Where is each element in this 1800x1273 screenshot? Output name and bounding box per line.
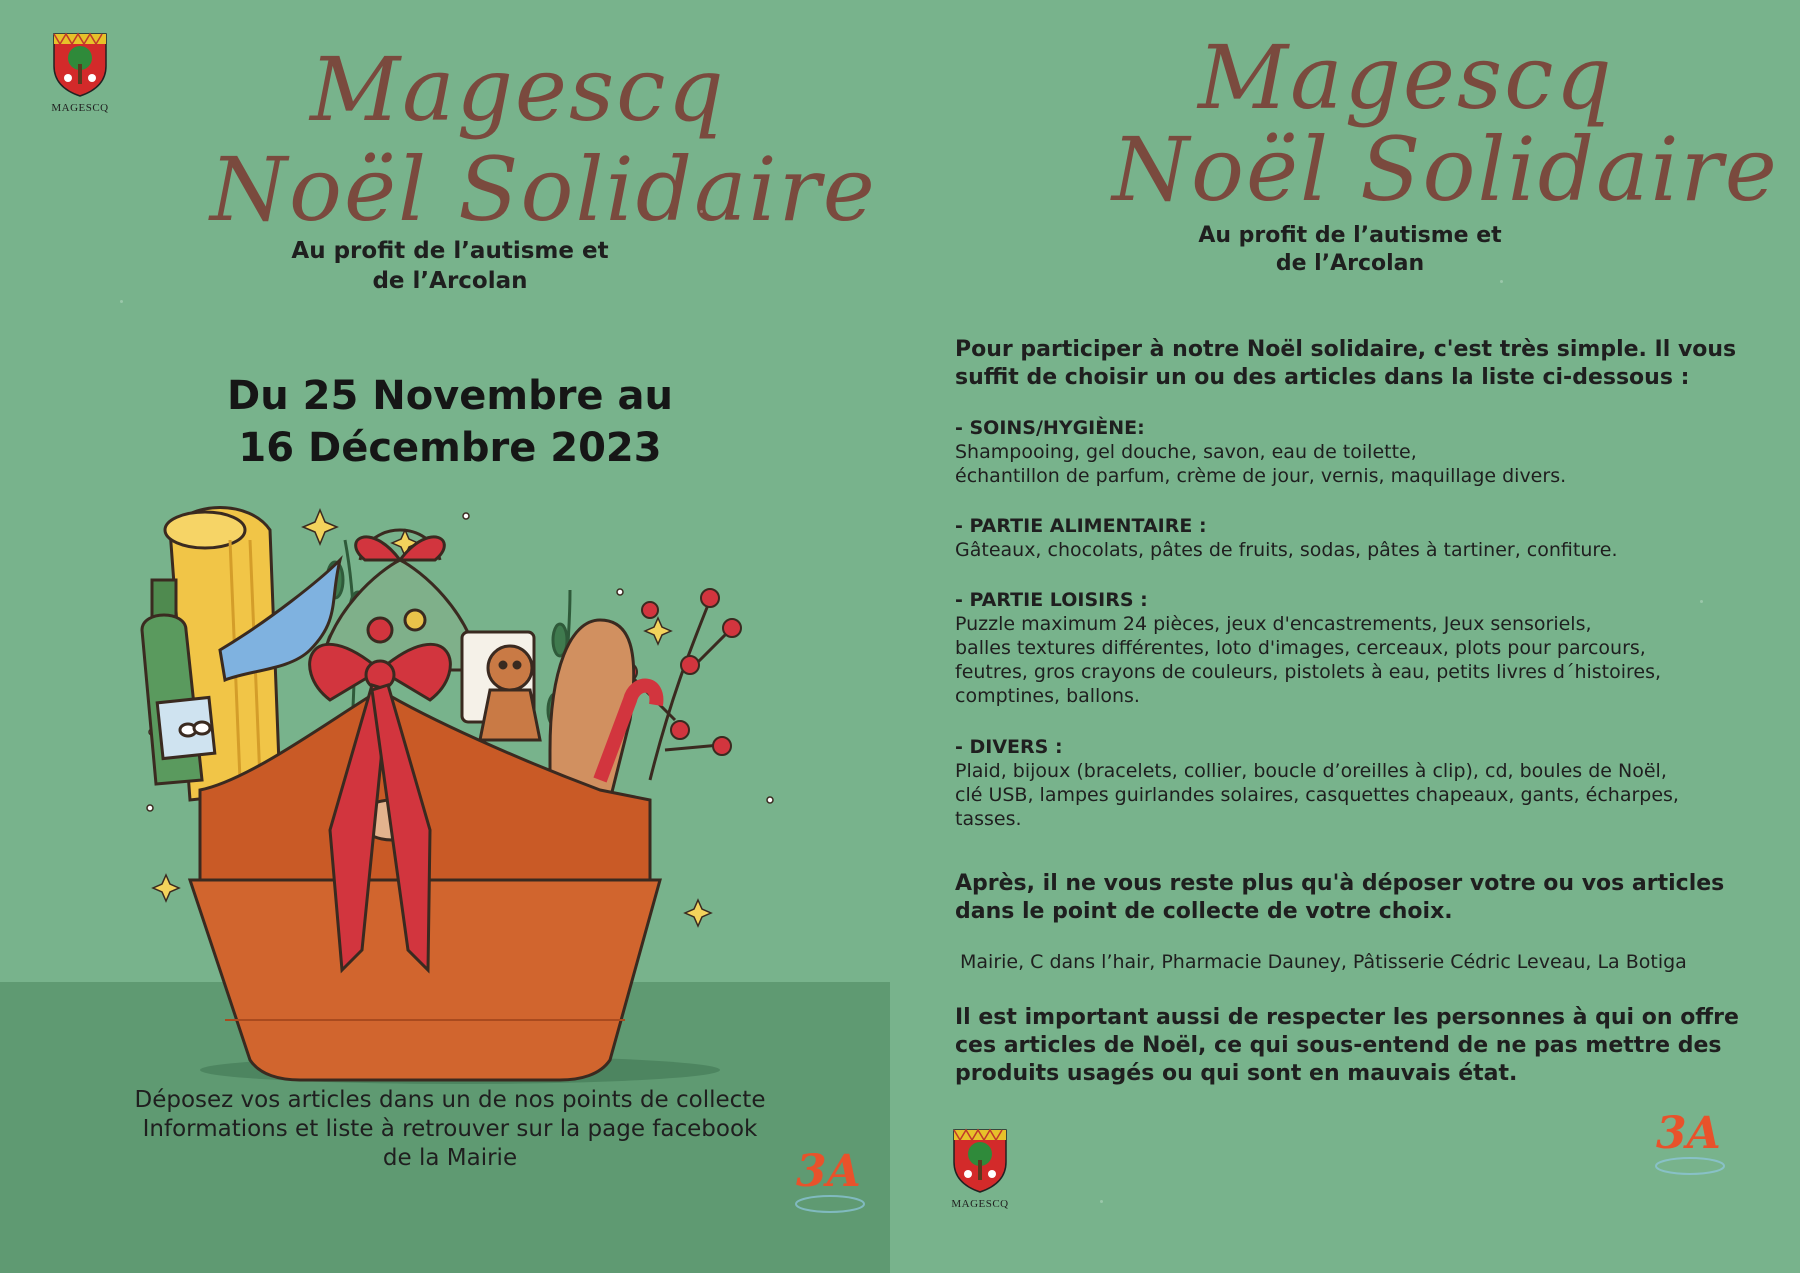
- intro-line-2: suffit de choisir un ou des articles dans la liste ci-dessous :: [955, 365, 1690, 390]
- section-line: échantillon de parfum, crème de jour, vernis, maquillage divers.: [955, 465, 1567, 487]
- important-line-1: Il est important aussi de respecter les personnes à qui on offre: [955, 1005, 1739, 1030]
- logo-3a: [790, 1146, 870, 1220]
- intro-line-1: Pour participer à notre Noël solidaire, c'est très simple. Il vous: [955, 337, 1737, 362]
- dates-line-1: Du 25 Novembre au: [227, 373, 673, 419]
- section-line: tasses.: [955, 808, 1022, 830]
- magescq-crest: [48, 30, 112, 114]
- section-title: - PARTIE ALIMENTAIRE :: [955, 515, 1207, 537]
- section-line: comptines, ballons.: [955, 685, 1140, 707]
- gift-basket-illustration: [130, 500, 810, 1090]
- important-paragraph: [955, 1004, 1775, 1088]
- section-title: - DIVERS :: [955, 736, 1063, 758]
- crest-label: MAGESCQ: [951, 1198, 1009, 1210]
- subtitle-line-1: Au profit de l’autisme et: [291, 238, 609, 264]
- title-noel-solidaire: Noël Solidaire: [210, 138, 877, 241]
- event-dates: [150, 370, 750, 474]
- logo-3a-text: 3A: [1656, 1108, 1721, 1159]
- bottom-info: [70, 1086, 830, 1173]
- section-title: - SOINS/HYGIÈNE:: [955, 417, 1145, 439]
- title-noel-solidaire-right: Noël Solidaire: [1112, 118, 1779, 221]
- magescq-crest-right: [948, 1126, 1012, 1210]
- decor-speck: [120, 300, 123, 303]
- title-magescq: Magescq: [310, 38, 726, 141]
- logo-3a-text: 3A: [796, 1146, 861, 1197]
- subtitle: [240, 236, 660, 296]
- section-loisirs: [955, 588, 1775, 708]
- section-line: Plaid, bijoux (bracelets, collier, boucle d’oreilles à clip), cd, boules de Noël,: [955, 760, 1667, 782]
- section-line: clé USB, lampes guirlandes solaires, casquettes chapeaux, gants, écharpes,: [955, 784, 1679, 806]
- section-line: Puzzle maximum 24 pièces, jeux d'encastrements, Jeux sensoriels,: [955, 613, 1592, 635]
- after-line-2: dans le point de collecte de votre choix.: [955, 899, 1453, 924]
- dates-line-2: 16 Décembre 2023: [238, 425, 662, 471]
- collection-points: Mairie, C dans l’hair, Pharmacie Dauney, Pâtisserie Cédric Leveau, La Botiga: [960, 951, 1687, 973]
- decor-speck: [1100, 1200, 1103, 1203]
- bottom-line-3: de la Mairie: [382, 1145, 518, 1171]
- section-line: Shampooing, gel douche, savon, eau de toilette,: [955, 441, 1417, 463]
- crest-shield-icon: [48, 30, 112, 98]
- after-line-1: Après, il ne vous reste plus qu'à déposer votre ou vos articles: [955, 871, 1725, 896]
- logo-3a-right: [1650, 1108, 1730, 1182]
- section-title: - PARTIE LOISIRS :: [955, 589, 1148, 611]
- subtitle-right-line-2: de l’Arcolan: [1275, 251, 1425, 276]
- crest-shield-icon: [948, 1126, 1012, 1194]
- decor-speck: [1500, 280, 1503, 283]
- subtitle-right: [1140, 222, 1560, 278]
- section-divers: [955, 735, 1775, 831]
- decor-speck: [700, 210, 703, 213]
- title-magescq-right: Magescq: [1198, 26, 1614, 129]
- section-line: Gâteaux, chocolats, pâtes de fruits, sodas, pâtes à tartiner, confiture.: [955, 539, 1618, 561]
- important-line-2: ces articles de Noël, ce qui sous-entend de ne pas mettre des: [955, 1033, 1722, 1058]
- subtitle-right-line-1: Au profit de l’autisme et: [1198, 223, 1502, 248]
- section-line: balles textures différentes, loto d'images, cerceaux, plots pour parcours,: [955, 637, 1646, 659]
- left-poster: [0, 0, 890, 1273]
- section-alimentaire: [955, 514, 1775, 562]
- after-paragraph: [955, 870, 1775, 926]
- bottom-line-2: Informations et liste à retrouver sur la page facebook: [142, 1116, 758, 1142]
- intro-paragraph: [955, 336, 1775, 392]
- section-soins: [955, 416, 1775, 488]
- bottom-line-1: Déposez vos articles dans un de nos points de collecte: [134, 1087, 766, 1113]
- subtitle-line-2: de l’Arcolan: [372, 268, 528, 294]
- section-line: feutres, gros crayons de couleurs, pistolets à eau, petits livres d´histoires,: [955, 661, 1662, 683]
- important-line-3: produits usagés ou qui sont en mauvais état.: [955, 1061, 1518, 1086]
- crest-label: MAGESCQ: [51, 102, 109, 114]
- decor-speck: [1700, 600, 1703, 603]
